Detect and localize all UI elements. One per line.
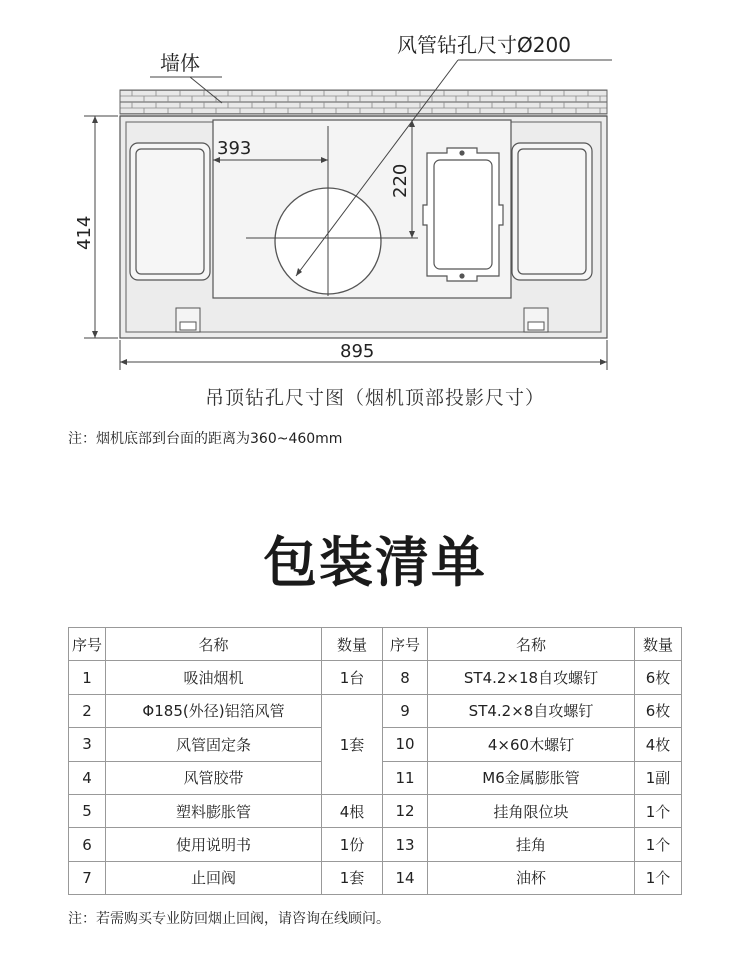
outlet-frame <box>423 148 503 281</box>
item-name: ST4.2×8自攻螺钉 <box>428 694 635 727</box>
item-qty: 4根 <box>322 794 383 827</box>
item-no: 3 <box>69 728 106 761</box>
table-row <box>69 661 682 694</box>
dim-895-label: 895 <box>340 341 375 362</box>
packing-note: 注：若需购买专业防回烟止回阀，请咨询在线顾问。 <box>68 911 390 927</box>
item-qty: 1套 <box>322 861 383 894</box>
item-name: 挂角 <box>428 828 635 861</box>
item-no: 12 <box>383 794 428 827</box>
item-name: 塑料膨胀管 <box>106 794 322 827</box>
item-qty: 1份 <box>322 828 383 861</box>
table-row <box>69 794 682 827</box>
header-name: 名称 <box>428 628 635 661</box>
item-no: 11 <box>383 761 428 794</box>
table-row <box>69 861 682 894</box>
item-qty: 1个 <box>635 861 682 894</box>
dim-414-label: 414 <box>74 215 95 250</box>
item-qty: 1台 <box>322 661 383 694</box>
diagram-caption: 吊顶钻孔尺寸图（烟机顶部投影尺寸） <box>204 387 545 409</box>
header-name: 名称 <box>106 628 322 661</box>
item-qty: 1套 <box>322 694 383 794</box>
bracket-left <box>176 308 200 332</box>
bracket-right <box>524 308 548 332</box>
item-name: M6金属膨胀管 <box>428 761 635 794</box>
item-no: 5 <box>69 794 106 827</box>
item-name: 风管固定条 <box>106 728 322 761</box>
header-no: 序号 <box>383 628 428 661</box>
item-no: 1 <box>69 661 106 694</box>
dim-220-label: 220 <box>390 163 411 198</box>
item-no: 7 <box>69 861 106 894</box>
hood-drilling-diagram <box>0 0 750 380</box>
packing-list-title: 包装清单 <box>263 531 487 594</box>
item-no: 8 <box>383 661 428 694</box>
item-no: 14 <box>383 861 428 894</box>
item-name: 风管胶带 <box>106 761 322 794</box>
item-name: Φ185(外径)铝箔风管 <box>106 694 322 727</box>
wall <box>120 90 607 114</box>
item-no: 2 <box>69 694 106 727</box>
item-qty: 6枚 <box>635 661 682 694</box>
table-row <box>69 694 682 727</box>
item-name: 4×60木螺钉 <box>428 728 635 761</box>
item-no: 10 <box>383 728 428 761</box>
item-name: 油杯 <box>428 861 635 894</box>
item-name: 挂角限位块 <box>428 794 635 827</box>
item-no: 6 <box>69 828 106 861</box>
item-qty: 1个 <box>635 794 682 827</box>
item-name: ST4.2×18自攻螺钉 <box>428 661 635 694</box>
left-filter-panel <box>130 143 210 280</box>
table-header-row <box>69 628 682 661</box>
wall-label: 墙体 <box>160 51 200 75</box>
header-qty: 数量 <box>322 628 383 661</box>
table-row <box>69 828 682 861</box>
packing-list-table <box>68 627 682 895</box>
item-no: 9 <box>383 694 428 727</box>
item-qty: 6枚 <box>635 694 682 727</box>
item-no: 4 <box>69 761 106 794</box>
diagram-note: 注：烟机底部到台面的距离为360~460mm <box>68 431 343 447</box>
dim-393-label: 393 <box>217 138 252 159</box>
item-name: 止回阀 <box>106 861 322 894</box>
item-qty: 1副 <box>635 761 682 794</box>
duct-size-label: 风管钻孔尺寸Ø200 <box>397 33 571 57</box>
item-qty: 1个 <box>635 828 682 861</box>
right-filter-panel <box>512 143 592 280</box>
item-no: 13 <box>383 828 428 861</box>
item-name: 使用说明书 <box>106 828 322 861</box>
header-no: 序号 <box>69 628 106 661</box>
item-name: 吸油烟机 <box>106 661 322 694</box>
header-qty: 数量 <box>635 628 682 661</box>
item-qty: 4枚 <box>635 728 682 761</box>
